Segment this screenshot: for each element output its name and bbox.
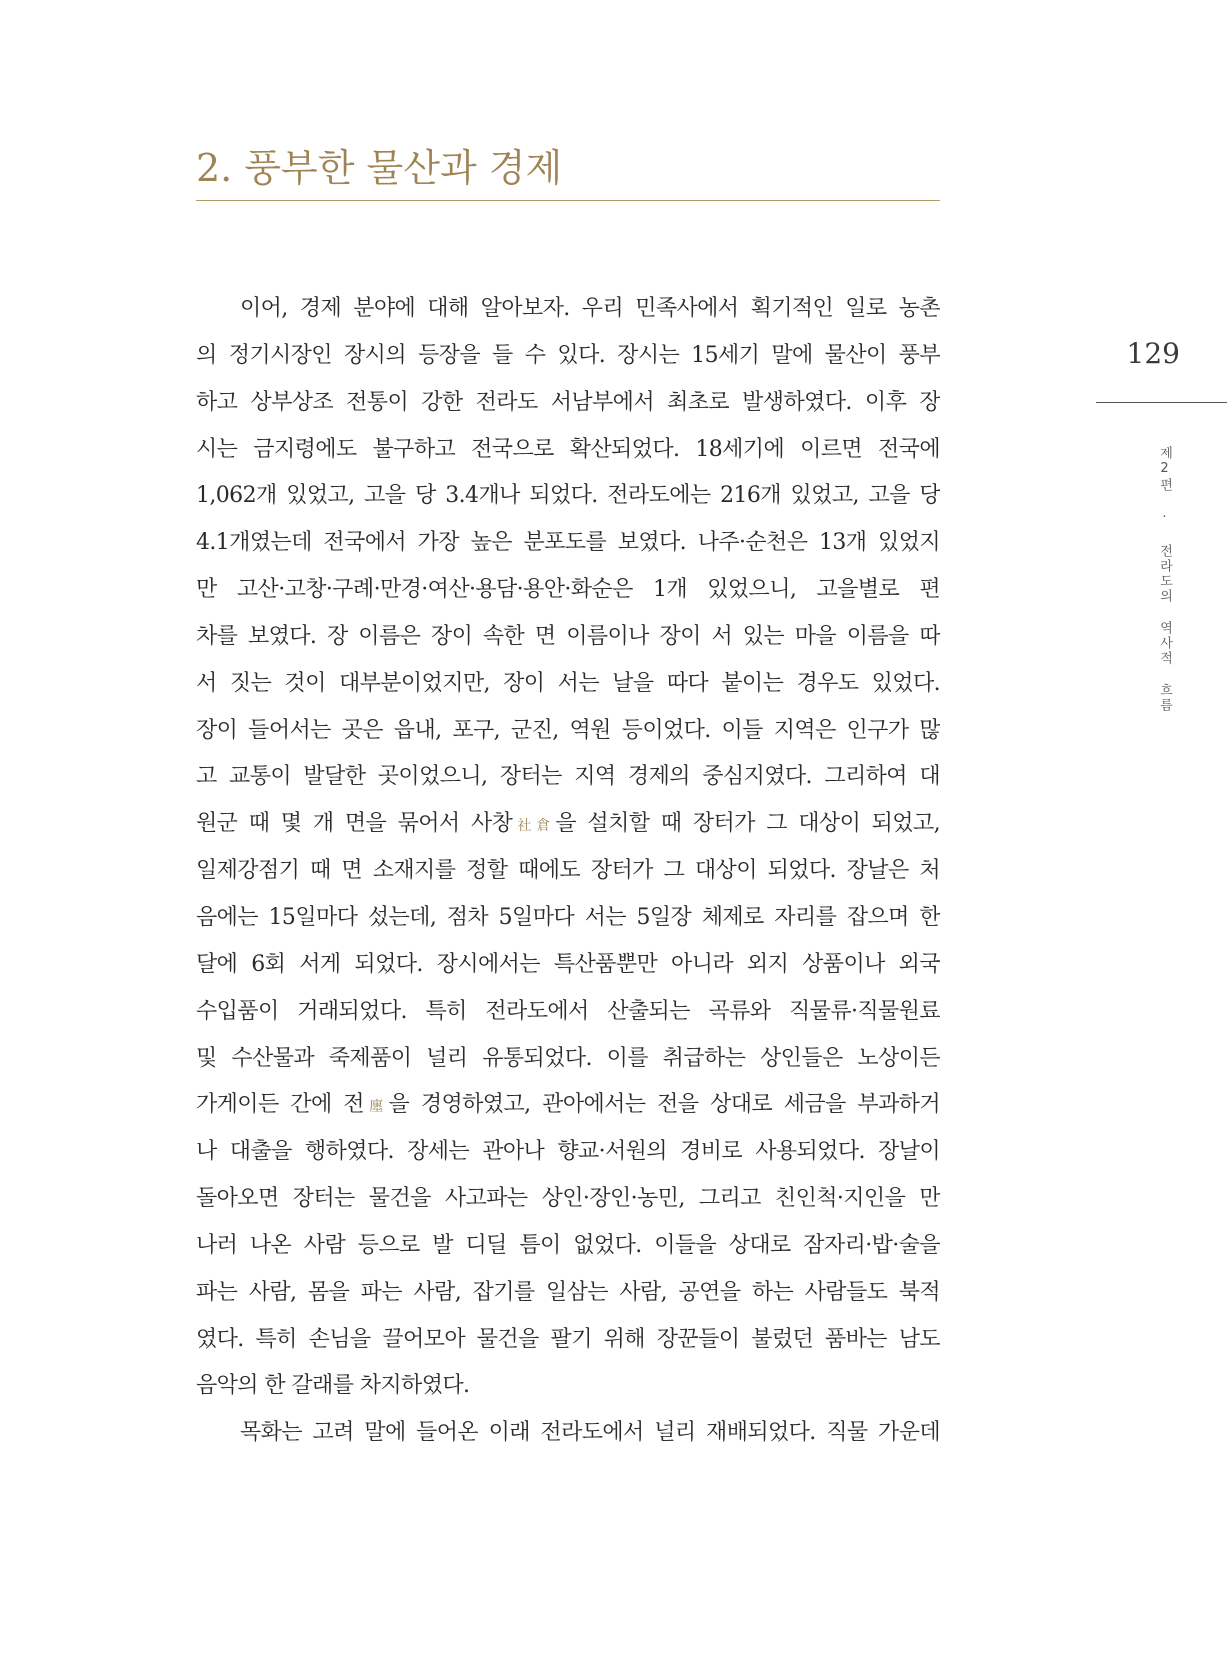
page-number: 129 <box>1126 337 1180 370</box>
body-text <box>196 286 940 1457</box>
text-line: 수입품이 거래되었다. 특히 전라도에서 산출되는 곡류와 직물류·직물원료 <box>196 998 940 1024</box>
text-segment: 을 경영하였고, 관아에서는 전을 상대로 세금을 부과하거 <box>388 1092 940 1118</box>
part-label: 제2편 · 전라도의 역사적 흐름 <box>1157 446 1172 713</box>
text-segment: 원군 때 몇 개 면을 묶어서 사창 <box>196 811 513 837</box>
text-line: 1,062개 있었고, 고을 당 3.4개나 되었다. 전라도에는 216개 있었고, 고을 당 <box>196 483 940 509</box>
text-line: 서 짓는 것이 대부분이었지만, 장이 서는 날을 따다 붙이는 경우도 있었다. <box>196 670 940 696</box>
text-segment: 가게이든 간에 전 <box>196 1092 364 1118</box>
text-line: 차를 보였다. 장 이름은 장이 속한 면 이름이나 장이 서 있는 마을 이름을 따 <box>196 623 940 649</box>
text-line: 였다. 특히 손님을 끌어모아 물건을 팔기 위해 장꾼들이 불렀던 품바는 남도 <box>196 1326 940 1352</box>
text-line: 음에는 15일마다 섰는데, 점차 5일마다 서는 5일장 체제로 자리를 잡으며 한 <box>196 904 940 930</box>
text-line: 4.1개였는데 전국에서 가장 높은 분포도를 보였다. 나주·순천은 13개 있었지 <box>196 530 940 556</box>
section-heading <box>196 142 940 201</box>
text-line: 목화는 고려 말에 들어온 이래 전라도에서 널리 재배되었다. 직물 가운데 <box>240 1420 940 1446</box>
text-line: 장이 들어서는 곳은 읍내, 포구, 군진, 역원 등이었다. 이들 지역은 인구가 많 <box>196 717 940 743</box>
text-line: 만 고산·고창·구례·만경·여산·용담·용안·화순은 1개 있었으니, 고을별로 편 <box>196 577 940 603</box>
text-line: 나러 나온 사람 등으로 발 디딜 틈이 없었다. 이들을 상대로 잠자리·밥·술을 <box>196 1232 940 1258</box>
text-line: 나 대출을 행하였다. 장세는 관아나 향교·서원의 경비로 사용되었다. 장날이 <box>196 1139 940 1165</box>
section-title: 2. 풍부한 물산과 경제 <box>196 146 563 190</box>
text-line: 파는 사람, 몸을 파는 사람, 잡기를 일삼는 사람, 공연을 하는 사람들도 북적 <box>196 1279 940 1305</box>
text-segment: 을 설치할 때 장터가 그 대상이 되었고, <box>555 811 940 837</box>
text-line: 하고 상부상조 전통이 강한 전라도 서남부에서 최초로 발생하였다. 이후 장 <box>196 389 940 415</box>
text-line: 달에 6회 서게 되었다. 장시에서는 특산품뿐만 아니라 외지 상품이나 외국 <box>196 951 940 977</box>
text-line: 이어, 경제 분야에 대해 알아보자. 우리 민족사에서 획기적인 일로 농촌 <box>240 296 940 321</box>
text-line: 일제강점기 때 면 소재지를 정할 때에도 장터가 그 대상이 되었다. 장날은 처 <box>196 858 940 884</box>
text-line: 고 교통이 발달한 곳이었으니, 장터는 지역 경제의 중심지였다. 그리하여 대 <box>196 764 940 790</box>
text-line: 음악의 한 갈래를 차지하였다. <box>196 1373 470 1399</box>
text-line <box>196 1082 940 1129</box>
text-line: 시는 금지령에도 불구하고 전국으로 확산되었다. 18세기에 이르면 전국에 <box>196 436 940 462</box>
text-line: 및 수산물과 죽제품이 널리 유통되었다. 이를 취급하는 상인들은 노상이든 <box>196 1045 940 1071</box>
text-line: 돌아오면 장터는 물건을 사고파는 상인·장인·농민, 그리고 친인척·지인을 만 <box>196 1186 940 1212</box>
hanja-annotation: 廛 <box>363 1099 389 1116</box>
text-line <box>196 801 940 848</box>
text-line: 의 정기시장인 장시의 등장을 들 수 있다. 장시는 15세기 말에 물산이 풍부 <box>196 342 940 368</box>
side-divider <box>1096 402 1227 403</box>
hanja-annotation: 社倉 <box>512 818 556 835</box>
